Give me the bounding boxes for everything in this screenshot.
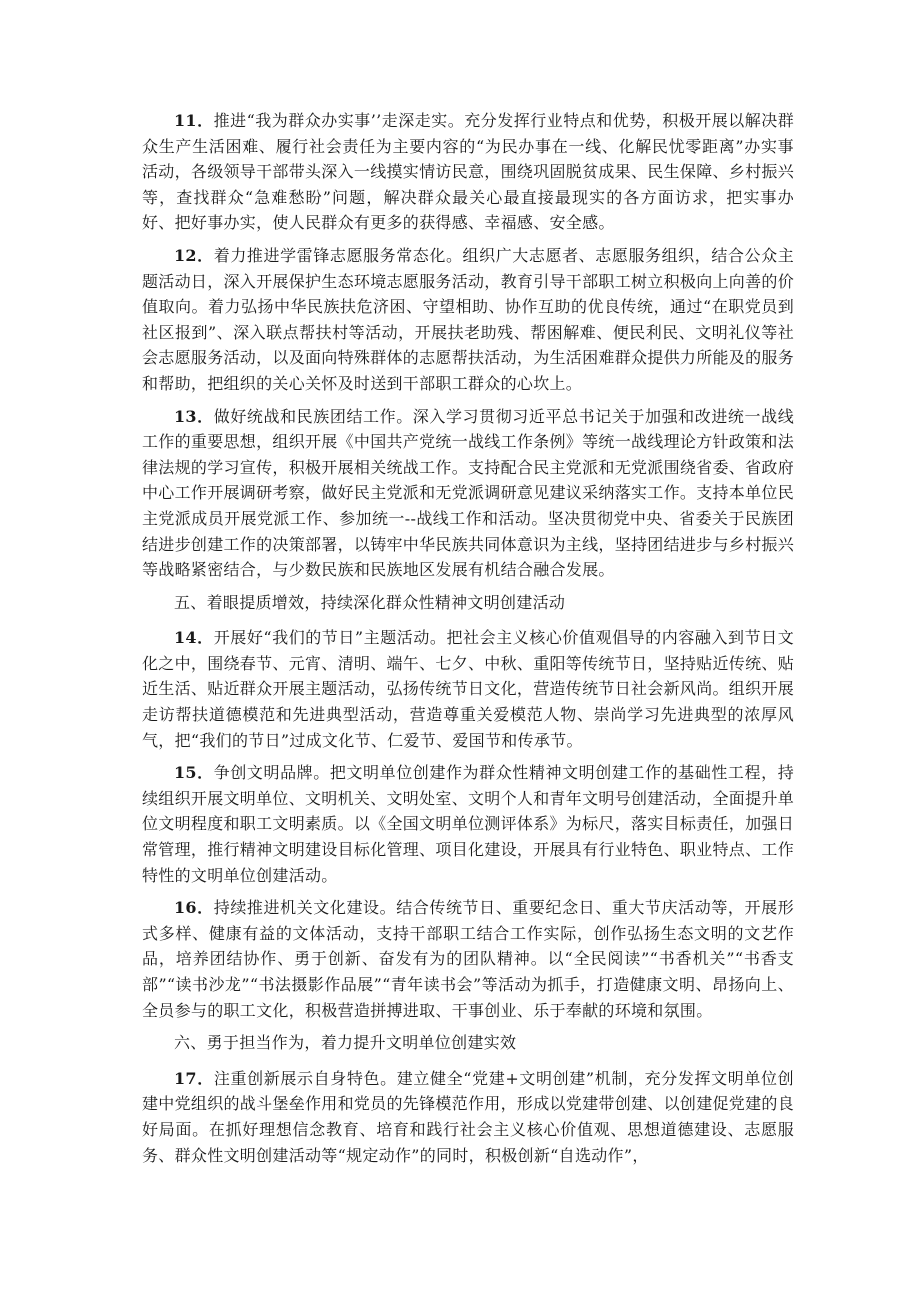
item-number: 12． xyxy=(174,245,214,265)
item-number: 17． xyxy=(174,1068,214,1088)
section-heading-5: 五、着眼提质增效，持续深化群众性精神文明创建活动 xyxy=(174,592,566,612)
paragraph-13 xyxy=(142,404,794,583)
paragraph-11 xyxy=(142,108,794,236)
section-heading-6: 六、勇于担当作为，着力提升文明单位创建实效 xyxy=(174,1033,517,1053)
item-number: 16． xyxy=(174,898,214,918)
paragraph-15 xyxy=(142,760,794,888)
paragraph-16 xyxy=(142,895,794,1023)
paragraph-text: 做好统战和民族团结工作。深入学习贯彻习近平总书记关于加强和改进统一战线工作的重要思想，组织开展《中国共产党统一战线工作条例》等统一战线理论方针政策和法律法规的学习宣传，积极开展相关统战工作。支持配合民主党派和无党派围绕省委、省政府中心工作开展调研考察，做好民主党派和无党派调研意见建议采纳落实工作。支持本单位民主党派成员开展党派工作、参加统一--战线工作和活动。坚决贯彻党中央、省委关于民族团结进步创建工作的决策部署，以铸牢中华民族共同体意识为主线，坚持团结进步与乡村振兴等战略紧密结合，与少数民族和民族地区发展有机结合融合发展。 xyxy=(142,406,795,580)
item-number: 14． xyxy=(174,628,214,648)
paragraph-text: 着力推进学雷锋志愿服务常态化。组织广大志愿者、志愿服务组织，结合公众主题活动日，深入开展保护生态环境志愿服务活动，教育引导干部职工树立积极向上向善的价值取向。着力弘扬中华民族扶危济困、守望相助、协作互助的优良传统，通过“在职党员到社区报到”、深入联点帮扶村等活动，开展扶老助残、帮困解难、便民利民、文明礼仪等社会志愿服务活动，以及面向特殊群体的志愿帮扶活动，为生活困难群众提供力所能及的服务和帮助，把组织的关心关怀及时送到干部职工群众的心坎上。 xyxy=(142,245,795,393)
document-page xyxy=(142,108,794,1175)
paragraph-17 xyxy=(142,1066,794,1168)
item-number: 11． xyxy=(174,111,214,130)
paragraph-14 xyxy=(142,625,794,753)
paragraph-text: 推进“我为群众办实事’’走深走实。充分发挥行业特点和优势，积极开展以解决群众生产生活困难、履行社会责任为主要内容的“为民办事在一线、化解民忧零距离”办实事活动，各级领导干部带头深入一线摸实情访民意，围绕巩固脱贫成果、民生保障、乡村振兴等，查找群众“急难愁盼”问题，解决群众最关心最直接最现实的各方面访求，把实事办好、把好事办实，使人民群众有更多的获得感、幸福感、安全感。 xyxy=(142,111,795,233)
paragraph-text: 争创文明品牌。把文明单位创建作为群众性精神文明创建工作的基础性工程，持续组织开展文明单位、文明机关、文明处室、文明个人和青年文明号创建活动，全面提升单位文明程度和职工文明素质。以《全国文明单位测评体系》为标尺，落实目标责任，加强日常管理，推行精神文明建设目标化管理、项目化建设，开展具有行业特色、职业特点、工作特性的文明单位创建活动。 xyxy=(142,763,795,885)
item-number: 13． xyxy=(174,406,214,426)
item-number: 15． xyxy=(174,763,214,783)
paragraph-text: 持续推进机关文化建设。结合传统节日、重要纪念日、重大节庆活动等，开展形式多样、健康有益的文体活动，支持干部职工结合工作实际，创作弘扬生态文明的文艺作品，培养团结协作、勇于创新、奋发有为的团队精神。以“全民阅读”“书香机关”“书香支部”“读书沙龙”“书法摄影作品展”“青年读书会”等活动为抓手，打造健康文明、昂扬向上、全员参与的职工文化，积极营造拼搏进取、干事创业、乐于奉献的环境和氛围。 xyxy=(142,898,794,1020)
paragraph-text: 开展好“我们的节日”主题活动。把社会主义核心价值观倡导的内容融入到节日文化之中，围绕春节、元宵、清明、端午、七夕、中秋、重阳等传统节日，坚持贴近传统、贴近生活、贴近群众开展主题活动，弘扬传统节日文化，营造传统节日社会新风尚。组织开展走访帮扶道德模范和先进典型活动，营造尊重关爱模范人物、崇尚学习先进典型的浓厚风气，把“我们的节日”过成文化节、仁爱节、爱国节和传承节。 xyxy=(142,628,795,750)
paragraph-text: 注重创新展示自身特色。建立健全“党建+文明创建”机制，充分发挥文明单位创建中党组织的战斗堡垒作用和党员的先锋模范作用，形成以党建带创建、以创建促党建的良好局面。在抓好理想信念教育、培育和践行社会主义核心价值观、思想道德建设、志愿服务、群众性文明创建活动等“规定动作”的同时，积极创新“自选动作”， xyxy=(142,1068,795,1165)
paragraph-12 xyxy=(142,243,794,397)
